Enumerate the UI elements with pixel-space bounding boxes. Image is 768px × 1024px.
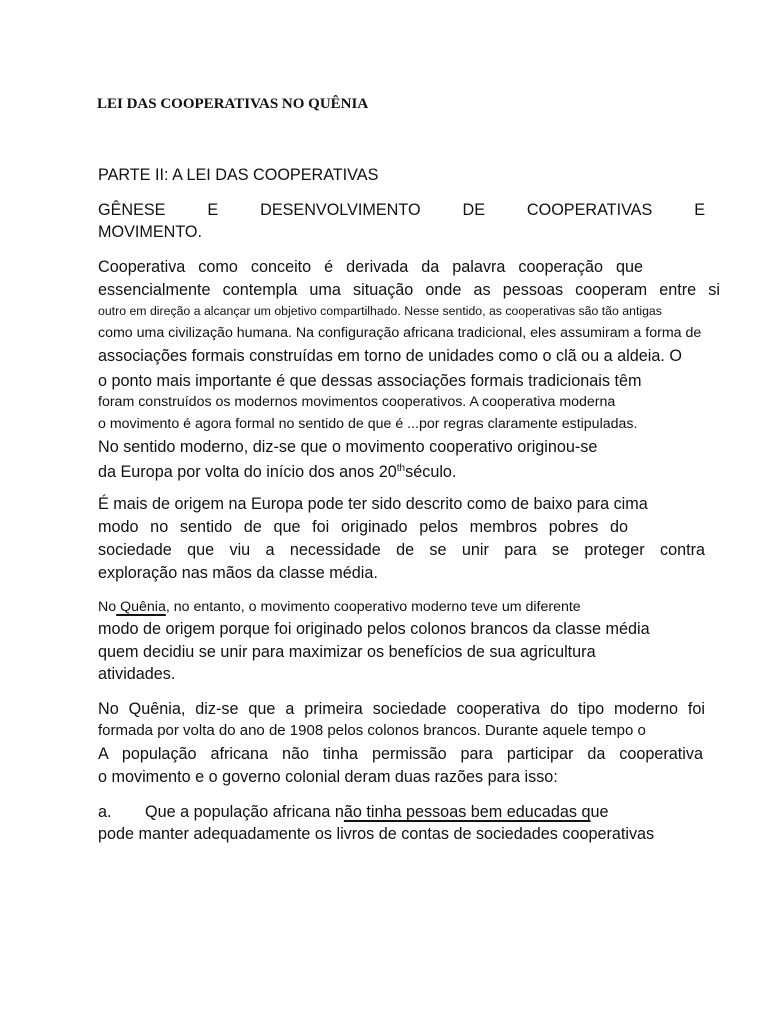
para2-line4: exploração nas mãos da classe média.: [98, 564, 378, 582]
para3-line3: quem decidiu se unir para maximizar os benefícios de sua agricultura: [98, 643, 596, 661]
para2-line3: sociedade que viu a necessidade de se unir para se proteger contra: [98, 541, 705, 559]
para1-line10-end: século.: [405, 463, 457, 481]
para1-line7: foram construídos os modernos movimentos cooperativos. A cooperativa moderna: [98, 394, 616, 410]
item-a-line1-start: Que a população africana n: [145, 803, 344, 821]
para2-line2: modo no sentido de que foi originado pelos membros pobres do: [98, 518, 628, 536]
superscript-th: th: [396, 463, 406, 474]
item-a-line1: [98, 802, 609, 822]
para1-line10: [98, 459, 456, 482]
para3-line1-start: No: [98, 599, 117, 615]
para3-line1-end: , no entanto, o movimento cooperativo moderno teve um diferente: [165, 599, 581, 615]
para3-line2: modo de origem porque foi originado pelos colonos brancos da classe média: [98, 620, 650, 638]
part-heading: PARTE II: A LEI DAS COOPERATIVAS: [98, 166, 379, 184]
para1-line4: como uma civilização humana. Na configuração africana tradicional, eles assumiram a forma de: [98, 325, 702, 341]
para1-line5: associações formais construídas em torno de unidades como o clã ou a aldeia. O: [98, 347, 682, 365]
para4-line1: No Quênia, diz-se que a primeira sociedade cooperativa do tipo moderno foi: [98, 700, 705, 718]
item-a-marker: a.: [98, 803, 112, 821]
item-a-line1-end: ue: [590, 803, 609, 821]
para1-line1: Cooperativa como conceito é derivada da palavra cooperação que: [98, 258, 643, 276]
para1-line8: o movimento é agora formal no sentido de que é ...por regras claramente estipuladas.: [98, 416, 638, 432]
para1-line3: outro em direção a alcançar um objetivo compartilhado. Nesse sentido, as cooperativas são tão antigas: [98, 304, 662, 318]
para1-line10-text: da Europa por volta do início dos anos 20: [98, 463, 397, 481]
section-heading-line1: GÊNESE E DESENVOLVIMENTO DE COOPERATIVAS E: [98, 201, 705, 219]
para3-line4: atividades.: [98, 665, 176, 683]
item-a-line2: pode manter adequadamente os livros de contas de sociedades cooperativas: [98, 825, 655, 843]
para4-line2: formada por volta do ano de 1908 pelos colonos brancos. Durante aquele tempo o: [98, 722, 646, 739]
para1-line6: o ponto mais importante é que dessas associações formais tradicionais têm: [98, 372, 642, 390]
para4-line3: A população africana não tinha permissão para participar da cooperativa: [98, 745, 703, 763]
para2-line1: É mais de origem na Europa pode ter sido descrito como de baixo para cima: [98, 495, 648, 513]
underlined-quenia: Quênia: [116, 599, 166, 615]
para3-line1: [98, 597, 581, 617]
document-title: LEI DAS COOPERATIVAS NO QUÊNIA: [97, 96, 369, 112]
para4-line4: o movimento e o governo colonial deram duas razões para isso:: [98, 768, 558, 786]
para1-line2: essencialmente contempla uma situação onde as pessoas cooperam entre si: [98, 281, 720, 299]
underlined-phrase: ão tinha pessoas bem educadas q: [343, 803, 591, 821]
section-heading-line2: MOVIMENTO.: [98, 223, 203, 241]
para1-line9: No sentido moderno, diz-se que o movimento cooperativo originou-se: [98, 438, 598, 456]
